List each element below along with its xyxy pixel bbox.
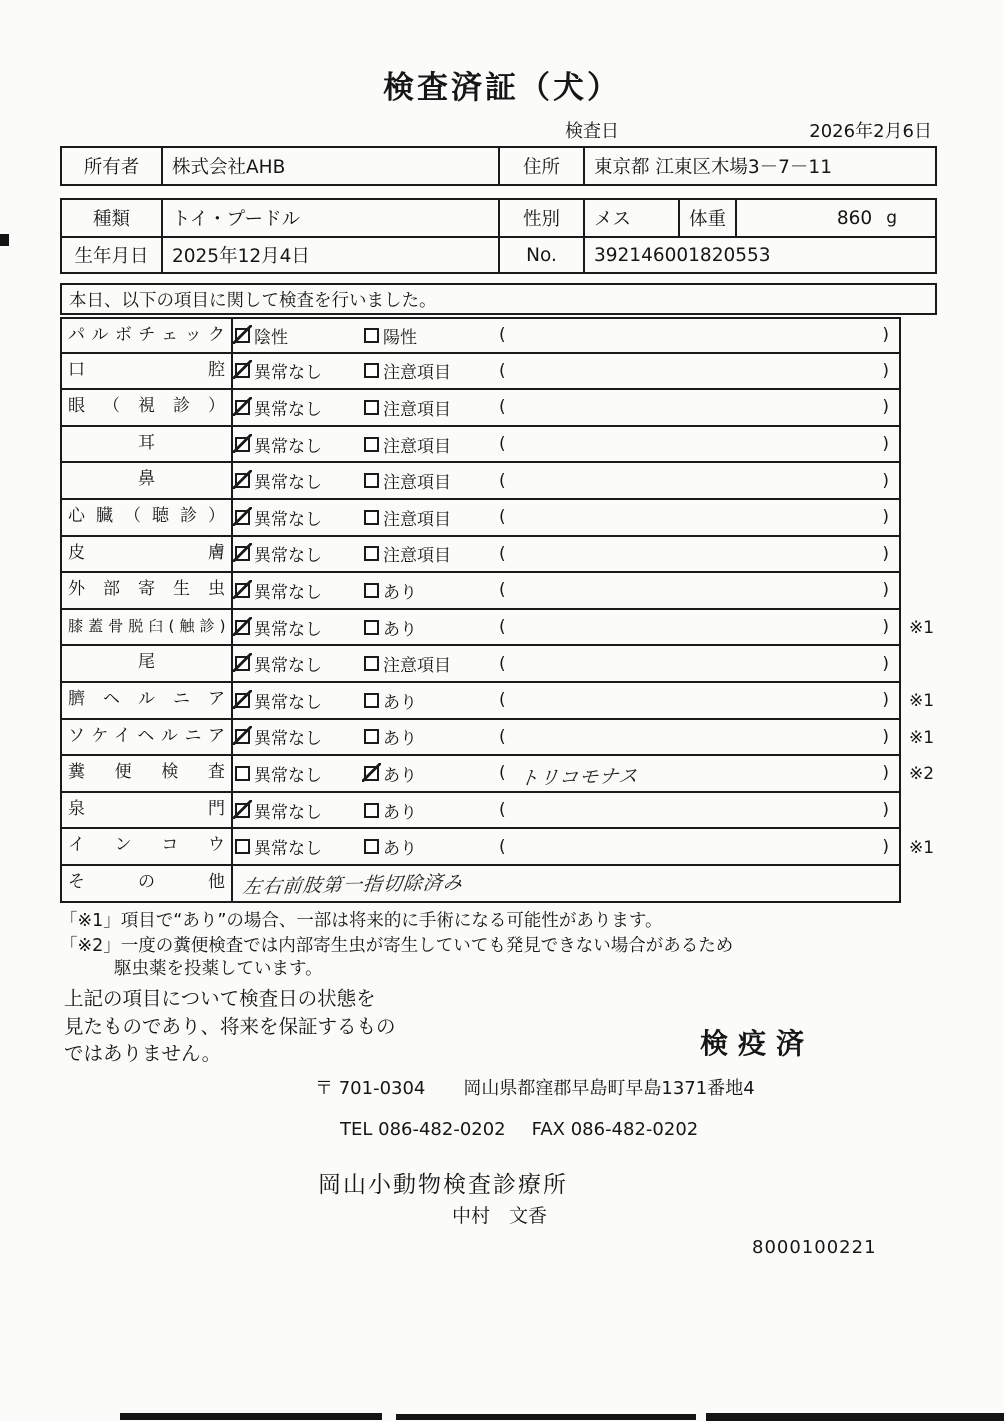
ref-mark (901, 793, 947, 830)
paren-field (497, 837, 899, 857)
option-group-2 (364, 798, 497, 823)
paren-field (497, 690, 899, 710)
paren-open: ( (499, 690, 506, 711)
checklist-row-box (60, 793, 901, 830)
empty-checkbox-icon (364, 437, 379, 452)
item-label: ソケイヘルニア (62, 720, 233, 755)
checklist-row-box (60, 829, 901, 866)
row-options (233, 427, 899, 462)
paren-close: ) (882, 617, 889, 638)
ref-mark (901, 390, 947, 427)
checked-checkbox-icon (235, 620, 250, 635)
row-options (233, 720, 899, 755)
inspection-date-label: 検査日 (565, 121, 619, 142)
clinic-tel: TEL 086-482-0202 (340, 1119, 506, 1140)
disclaimer-line-3: ではありません。 (64, 1042, 222, 1065)
veterinarian-name: 中村 文香 (452, 1205, 548, 1227)
option-label: 異常なし (254, 839, 322, 860)
ref-mark (901, 573, 947, 610)
birthdate-value: 2025年12月4日 (163, 238, 500, 272)
note-ref1: 「※1」項目で“あり”の場合、一部は将来的に手術になる可能性があります。 (60, 911, 663, 931)
paren-open: ( (499, 397, 506, 418)
row-options (233, 573, 899, 608)
owner-row (62, 148, 935, 184)
checklist-row (60, 537, 960, 574)
checklist-row (60, 354, 960, 391)
option-group-2 (364, 651, 497, 676)
paren-open: ( (499, 543, 506, 564)
address-label: 住所 (500, 148, 585, 184)
option-group-2 (364, 323, 497, 348)
row-options (233, 354, 899, 389)
paren-open: ( (499, 763, 506, 784)
scan-artifact (706, 1413, 1004, 1421)
row-options (233, 793, 899, 828)
checklist-row-box (60, 317, 901, 354)
paren-open: ( (499, 617, 506, 638)
option-group-1 (233, 358, 364, 383)
paren-field (497, 727, 899, 747)
weight-cell (737, 200, 935, 236)
item-label: インコウ (62, 829, 233, 864)
option-group-2 (364, 761, 497, 786)
scan-artifact (0, 234, 9, 246)
row-options (233, 829, 899, 864)
certificate-no-label: No. (500, 238, 585, 272)
empty-checkbox-icon (364, 546, 379, 561)
option-label: 異常なし (254, 436, 322, 457)
paren-close: ) (882, 580, 889, 601)
option-label: 陽性 (383, 327, 417, 348)
item-label: 膝蓋骨脱臼(触診) (62, 610, 233, 645)
option-group-1 (233, 578, 364, 603)
paren-close: ) (882, 726, 889, 747)
option-label: 異常なし (254, 473, 322, 494)
option-group-1 (233, 615, 364, 640)
empty-checkbox-icon (235, 766, 250, 781)
option-group-2 (364, 505, 497, 530)
paren-close: ) (882, 360, 889, 381)
ref-mark (901, 427, 947, 464)
checklist-row-box (60, 610, 901, 647)
option-group-1 (233, 395, 364, 420)
paren-close: ) (882, 507, 889, 528)
checklist-row (60, 866, 960, 903)
address-value: 東京都 江東区木場3－7－11 (594, 157, 832, 178)
option-label: あり (383, 839, 417, 860)
breed-row (62, 200, 935, 236)
paren-open: ( (499, 470, 506, 491)
option-group-2 (364, 615, 497, 640)
clinic-postal-code: 〒 701-0304 (315, 1078, 426, 1099)
clinic-contact-line (340, 1119, 698, 1140)
paren-field (497, 471, 899, 491)
item-label: 外部寄生虫 (62, 573, 233, 608)
paren-open: ( (499, 580, 506, 601)
checked-checkbox-icon (235, 328, 250, 343)
checklist-row (60, 683, 960, 720)
paren-close: ) (882, 763, 889, 784)
checklist-row (60, 793, 960, 830)
option-group-1 (233, 468, 364, 493)
empty-checkbox-icon (364, 729, 379, 744)
paren-close: ) (882, 690, 889, 711)
item-label: パルボチェック (62, 319, 233, 352)
checklist-row-box (60, 573, 901, 610)
disclaimer-text (64, 985, 396, 1068)
paren-close: ) (882, 470, 889, 491)
item-label: 耳 (62, 427, 233, 462)
paren-field (497, 544, 899, 564)
checked-checkbox-icon (235, 437, 250, 452)
option-group-1 (233, 323, 364, 348)
row-options (233, 500, 899, 535)
checklist-row-box (60, 683, 901, 720)
option-label: 異常なし (254, 729, 322, 750)
document-code: 8000100221 (752, 1237, 877, 1258)
option-label: 注意項目 (383, 546, 451, 567)
item-label: 糞便検査 (62, 756, 233, 791)
paren-field (497, 397, 899, 417)
ref-mark: ※2 (909, 764, 935, 785)
ref-mark (901, 866, 947, 903)
checked-checkbox-icon (235, 729, 250, 744)
scan-artifact (396, 1414, 696, 1420)
handwritten-text: 左右前肢第一指切除済み (241, 871, 465, 899)
option-group-1 (233, 651, 364, 676)
checklist-table (60, 317, 960, 903)
paren-close: ) (882, 397, 889, 418)
paren-close: ) (882, 434, 889, 455)
option-group-2 (364, 358, 497, 383)
option-label: 注意項目 (383, 399, 451, 420)
checklist-row (60, 720, 960, 757)
ref-mark (901, 646, 947, 683)
checklist-row (60, 317, 960, 354)
option-group-1 (233, 432, 364, 457)
empty-checkbox-icon (364, 328, 379, 343)
paren-open: ( (499, 726, 506, 747)
empty-checkbox-icon (235, 839, 250, 854)
ref-mark: ※1 (909, 727, 935, 748)
ref-mark: ※1 (909, 618, 935, 639)
ref-mark (901, 463, 947, 500)
note-ref2-line1: 「※2」一度の糞便検査では内部寄生虫が寄生していても発見できない場合があるため (60, 936, 734, 956)
option-label: あり (383, 802, 417, 823)
checklist-row-box (60, 463, 901, 500)
row-options (233, 610, 899, 645)
checked-checkbox-icon (235, 363, 250, 378)
item-label: 皮膚 (62, 537, 233, 572)
empty-checkbox-icon (364, 839, 379, 854)
paren-open: ( (499, 325, 506, 346)
quarantine-stamp: 検疫済 (700, 1027, 815, 1060)
sex-label: 性別 (500, 200, 585, 236)
checklist-row (60, 390, 960, 427)
option-label: あり (383, 729, 417, 750)
option-group-2 (364, 468, 497, 493)
checklist-row-box (60, 756, 901, 793)
checklist-row-box (60, 537, 901, 574)
paren-open: ( (499, 836, 506, 857)
option-group-2 (364, 724, 497, 749)
disclaimer-line-2: 見たものであり、将来を保証するもの (64, 1014, 396, 1038)
paren-open: ( (499, 434, 506, 455)
paren-open: ( (499, 800, 506, 821)
option-label: 異常なし (254, 399, 322, 420)
checked-checkbox-icon (235, 510, 250, 525)
checklist-row (60, 646, 960, 683)
checked-checkbox-icon (235, 473, 250, 488)
page-title: 検査済証（犬） (383, 70, 621, 106)
option-group-2 (364, 432, 497, 457)
clinic-address: 岡山県都窪郡早島町早島1371番地4 (463, 1078, 755, 1099)
ref-mark (901, 317, 947, 354)
paren-field (497, 654, 899, 674)
row-options (233, 319, 899, 352)
option-label: 注意項目 (383, 363, 451, 384)
empty-checkbox-icon (364, 363, 379, 378)
statement-text: 本日、以下の項目に関して検査を行いました。 (69, 290, 437, 311)
checklist-row (60, 427, 960, 464)
row-options (233, 537, 899, 572)
certificate-no-value: 392146001820553 (594, 244, 771, 266)
option-label: 異常なし (254, 363, 322, 384)
option-group-1 (233, 798, 364, 823)
option-group-1 (233, 724, 364, 749)
option-label: 陰性 (254, 327, 288, 348)
weight-label: 体重 (680, 200, 737, 236)
row-options (233, 756, 899, 791)
paren-close: ) (882, 653, 889, 674)
item-label: その他 (62, 866, 233, 901)
checklist-row (60, 573, 960, 610)
option-group-2 (364, 578, 497, 603)
paren-close: ) (882, 836, 889, 857)
inspection-date-value: 2026年2月6日 (809, 121, 932, 142)
option-group-1 (233, 505, 364, 530)
empty-checkbox-icon (364, 510, 379, 525)
paren-field (497, 325, 899, 345)
empty-checkbox-icon (364, 583, 379, 598)
checklist-row (60, 463, 960, 500)
empty-checkbox-icon (364, 693, 379, 708)
row-options (233, 646, 899, 681)
checked-checkbox-icon (235, 693, 250, 708)
paren-field (497, 617, 899, 637)
ref-mark (901, 500, 947, 537)
option-label: 注意項目 (383, 473, 451, 494)
note-ref2-line2: 駆虫薬を投薬しています。 (114, 959, 323, 979)
checklist-row-box (60, 866, 901, 903)
breed-value: トイ・プードル (163, 200, 500, 236)
option-label: あり (383, 619, 417, 640)
option-group-1 (233, 834, 364, 859)
option-label: 異常なし (254, 509, 322, 530)
disclaimer-line-1: 上記の項目について検査日の状態を (64, 987, 376, 1010)
checked-checkbox-icon (235, 583, 250, 598)
clinic-name: 岡山小動物検査診療所 (318, 1172, 568, 1198)
birthdate-row (62, 236, 935, 272)
ref-mark (901, 537, 947, 574)
row-options (233, 683, 899, 718)
ref-mark (901, 354, 947, 391)
paren-close: ) (882, 325, 889, 346)
birthdate-label: 生年月日 (62, 238, 163, 272)
option-label: 異常なし (254, 765, 322, 786)
option-group-2 (364, 688, 497, 713)
option-label: 異常なし (254, 802, 322, 823)
option-label: 異常なし (254, 656, 322, 677)
item-label: 心臓（聴診） (62, 500, 233, 535)
paren-close: ) (882, 800, 889, 821)
checklist-row-box (60, 390, 901, 427)
option-label: 異常なし (254, 582, 322, 603)
paren-field (497, 800, 899, 820)
option-label: 異常なし (254, 546, 322, 567)
checklist-row (60, 829, 960, 866)
option-group-1 (233, 688, 364, 713)
paren-field (497, 361, 899, 381)
ref-mark: ※1 (909, 837, 935, 858)
checklist-row (60, 756, 960, 793)
option-label: あり (383, 765, 417, 786)
checked-checkbox-icon (235, 546, 250, 561)
owner-value: 株式会社AHB (163, 148, 500, 184)
paren-open: ( (499, 507, 506, 528)
item-label: 泉門 (62, 793, 233, 828)
option-label: 注意項目 (383, 436, 451, 457)
item-label: 臍ヘルニア (62, 683, 233, 718)
checked-checkbox-icon (235, 803, 250, 818)
empty-checkbox-icon (364, 620, 379, 635)
sex-value: メス (585, 200, 680, 236)
empty-checkbox-icon (364, 473, 379, 488)
row-options (233, 390, 899, 425)
other-findings-value (233, 866, 899, 901)
option-group-2 (364, 395, 497, 420)
clinic-fax: FAX 086-482-0202 (531, 1119, 699, 1140)
weight-unit: g (886, 208, 897, 228)
checklist-row-box (60, 500, 901, 537)
option-label: あり (383, 692, 417, 713)
clinic-address-line (315, 1074, 755, 1100)
checklist-row-box (60, 720, 901, 757)
option-label: 注意項目 (383, 509, 451, 530)
owner-label: 所有者 (62, 148, 163, 184)
option-label: 異常なし (254, 619, 322, 640)
pet-table (60, 198, 937, 274)
paren-open: ( (499, 360, 506, 381)
option-label: あり (383, 582, 417, 603)
statement-box (60, 283, 937, 315)
option-group-1 (233, 541, 364, 566)
paren-value: トリコモナス (517, 765, 640, 790)
checklist-row (60, 500, 960, 537)
option-label: 異常なし (254, 692, 322, 713)
item-label: 口腔 (62, 354, 233, 389)
checklist-row (60, 610, 960, 647)
empty-checkbox-icon (364, 803, 379, 818)
paren-open: ( (499, 653, 506, 674)
item-label: 尾 (62, 646, 233, 681)
breed-label: 種類 (62, 200, 163, 236)
empty-checkbox-icon (364, 400, 379, 415)
paren-field (497, 507, 899, 527)
paren-field (497, 434, 899, 454)
checklist-row-box (60, 354, 901, 391)
owner-table (60, 146, 937, 186)
option-label: 注意項目 (383, 656, 451, 677)
scan-artifact (120, 1413, 382, 1420)
checklist-row-box (60, 427, 901, 464)
checked-checkbox-icon (235, 656, 250, 671)
option-group-1 (233, 761, 364, 786)
ref-mark: ※1 (909, 691, 935, 712)
paren-field (497, 580, 899, 600)
item-label: 鼻 (62, 463, 233, 498)
row-options (233, 463, 899, 498)
option-group-2 (364, 541, 497, 566)
checked-checkbox-icon (364, 766, 379, 781)
item-label: 眼（視診） (62, 390, 233, 425)
option-group-2 (364, 834, 497, 859)
paren-close: ) (882, 543, 889, 564)
paren-field (497, 760, 899, 790)
empty-checkbox-icon (364, 656, 379, 671)
checklist-row-box (60, 646, 901, 683)
checked-checkbox-icon (235, 400, 250, 415)
weight-value: 860 (836, 207, 873, 229)
